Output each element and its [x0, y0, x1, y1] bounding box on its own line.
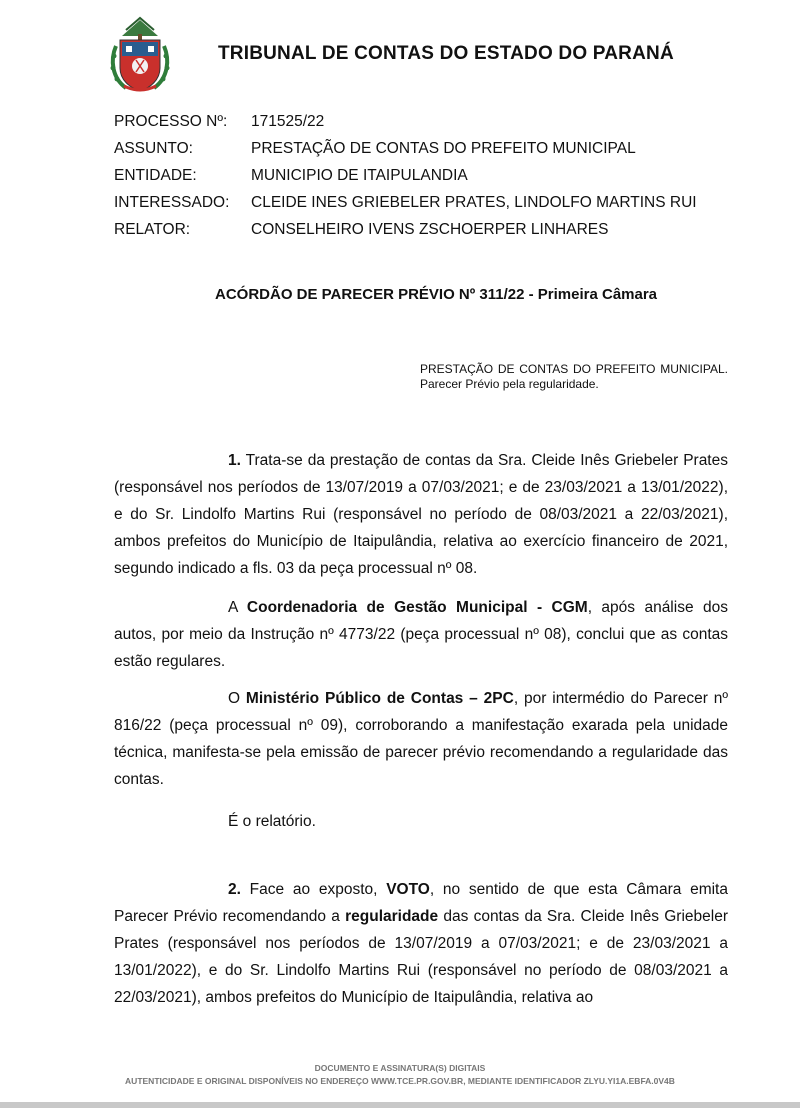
footer-line-1: DOCUMENTO E ASSINATURA(S) DIGITAIS — [314, 1063, 486, 1073]
meta-value: MUNICIPIO DE ITAIPULANDIA — [251, 167, 468, 184]
paragraph-text: , após análise dos autos, por meio da Instrução nº 4773/22 (peça processual nº 08), conclui que as contas estão regulares. — [114, 599, 728, 670]
footer-line-2: AUTENTICIDADE E ORIGINAL DISPONÍVEIS NO ENDEREÇO WWW.TCE.PR.GOV.BR, MEDIANTE IDENTIFICADOR ZLYU.YI1A.EBFA.0V4B — [125, 1076, 675, 1086]
meta-label: RELATOR: — [114, 221, 191, 238]
paragraph-2 — [114, 594, 728, 675]
meta-value: 171525/22 — [251, 113, 325, 130]
paragraph-3 — [114, 685, 728, 793]
meta-value: CLEIDE INES GRIEBELER PRATES, LINDOLFO MARTINS RUI — [251, 194, 697, 211]
paragraph-text: , por intermédio do Parecer nº 816/22 (peça processual nº 09), corroborando a manifestação exarada pela unidade técnica, manifesta-se pela emissão de parecer prévio recomendando a regularidade das contas. — [114, 690, 728, 788]
meta-value: PRESTAÇÃO DE CONTAS DO PREFEITO MUNICIPAL — [251, 140, 636, 157]
paragraph-number: 2. — [228, 881, 241, 898]
paragraph-text: A — [228, 599, 247, 616]
acordao-heading: ACÓRDÃO DE PARECER PRÉVIO Nº 311/22 - Primeira Câmara — [215, 286, 658, 303]
paragraph-bold: VOTO — [386, 881, 430, 898]
paragraph-1 — [114, 447, 728, 582]
meta-label: ASSUNTO: — [114, 140, 193, 157]
meta-value: CONSELHEIRO IVENS ZSCHOERPER LINHARES — [251, 221, 609, 238]
parana-coat-of-arms-icon — [108, 16, 172, 94]
paragraph-bold: Ministério Público de Contas – 2PC — [245, 690, 514, 707]
org-title: TRIBUNAL DE CONTAS DO ESTADO DO PARANÁ — [218, 43, 674, 64]
page-bottom-edge — [0, 1102, 800, 1108]
paragraph-text: Trata-se da prestação de contas da Sra. Cleide Inês Griebeler Prates (responsável nos períodos de 13/07/2019 a 07/03/2021; e de 23/03/2021 a 13/01/2022), e do Sr. Lindolfo Martins Rui (responsável no período de 08/03/2021 a 22/03/2021), ambos prefeitos do Município de Itaipulândia, relativa ao exercício financeiro de 2021, segundo indicado a fls. 03 da peça processual nº 08. — [114, 452, 728, 577]
paragraph-5 — [114, 876, 728, 1011]
paragraph-text: das contas da Sra. Cleide Inês Griebeler Prates (responsável nos períodos de 13/07/2019 a 07/03/2021; e de 23/03/2021 a 13/01/2022), e do Sr. Lindolfo Martins Rui (responsável no período de 08/03/2021 a 22/03/2021), ambos prefeitos do Município de Itaipulândia, relativa ao — [114, 908, 728, 1006]
paragraph-4: É o relatório. — [228, 813, 316, 830]
meta-label: PROCESSO Nº: — [114, 113, 228, 130]
paragraph-number: 1. — [228, 452, 241, 469]
paragraph-bold: Coordenadoria de Gestão Municipal - CGM — [246, 599, 588, 616]
meta-label: INTERESSADO: — [114, 194, 230, 211]
paragraph-bold: regularidade — [345, 908, 439, 925]
paragraph-text: Face ao exposto, — [240, 881, 387, 898]
paragraph-text: O — [228, 690, 246, 707]
meta-label: ENTIDADE: — [114, 167, 197, 184]
ementa: PRESTAÇÃO DE CONTAS DO PREFEITO MUNICIPAL. Parecer Prévio pela regularidade. — [420, 362, 728, 391]
paragraph-text: , no sentido de que esta Câmara emita Parecer Prévio recomendando a — [114, 881, 728, 925]
